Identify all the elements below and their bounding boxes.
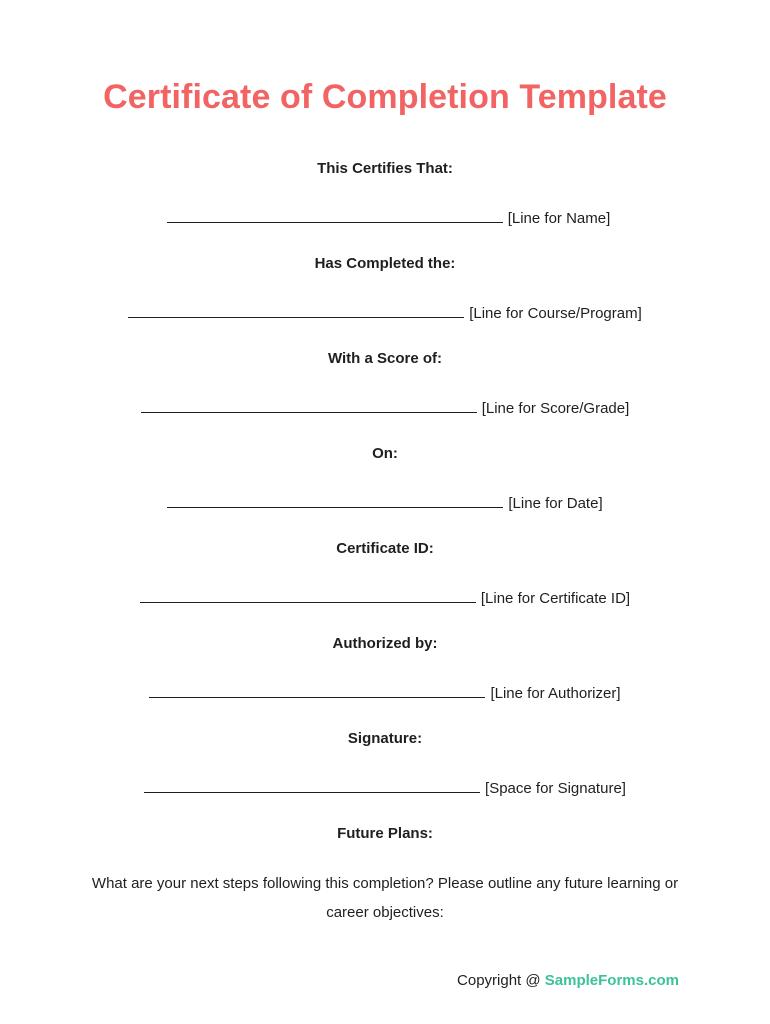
brand-link[interactable]: SampleForms.com [544,972,679,989]
section-label-authorized: Authorized by: [332,635,438,652]
course-line-label: [Line for Course/Program] [469,305,642,322]
score-blank-line[interactable] [141,397,477,413]
section-label-certifies: This Certifies That: [317,160,453,177]
copyright-text: Copyright @ [457,972,541,989]
name-line-label: [Line for Name] [507,210,611,227]
score-line-label: [Line for Score/Grade] [481,400,630,417]
certificate-id-blank-line[interactable] [140,587,476,603]
certificate-id-line-row [0,587,770,607]
date-line-label: [Line for Date] [508,495,603,512]
name-line-row [0,207,770,227]
footer-copyright [457,972,679,989]
date-blank-line[interactable] [167,492,503,508]
section-label-future-plans: Future Plans: [337,825,433,842]
date-line-row [0,492,770,512]
signature-line-label: [Space for Signature] [485,780,626,797]
course-line-row [0,302,770,322]
page-title: Certificate of Completion Template [103,78,667,116]
signature-line-row [0,777,770,797]
certificate-id-line-label: [Line for Certificate ID] [480,590,631,607]
future-plans-text: What are your next steps following this completion? Please outline any future learning or career objectives: [91,875,679,921]
authorizer-line-row [0,682,770,702]
section-label-date: On: [372,445,398,462]
authorizer-blank-line[interactable] [149,682,485,698]
signature-blank-line[interactable] [144,777,480,793]
course-blank-line[interactable] [128,302,464,318]
section-label-score: With a Score of: [327,350,443,367]
section-label-signature: Signature: [347,730,423,747]
section-label-completed: Has Completed the: [314,255,456,272]
name-blank-line[interactable] [167,207,503,223]
score-line-row [0,397,770,417]
section-label-certificate-id: Certificate ID: [336,540,434,557]
authorizer-line-label: [Line for Authorizer] [490,685,621,702]
